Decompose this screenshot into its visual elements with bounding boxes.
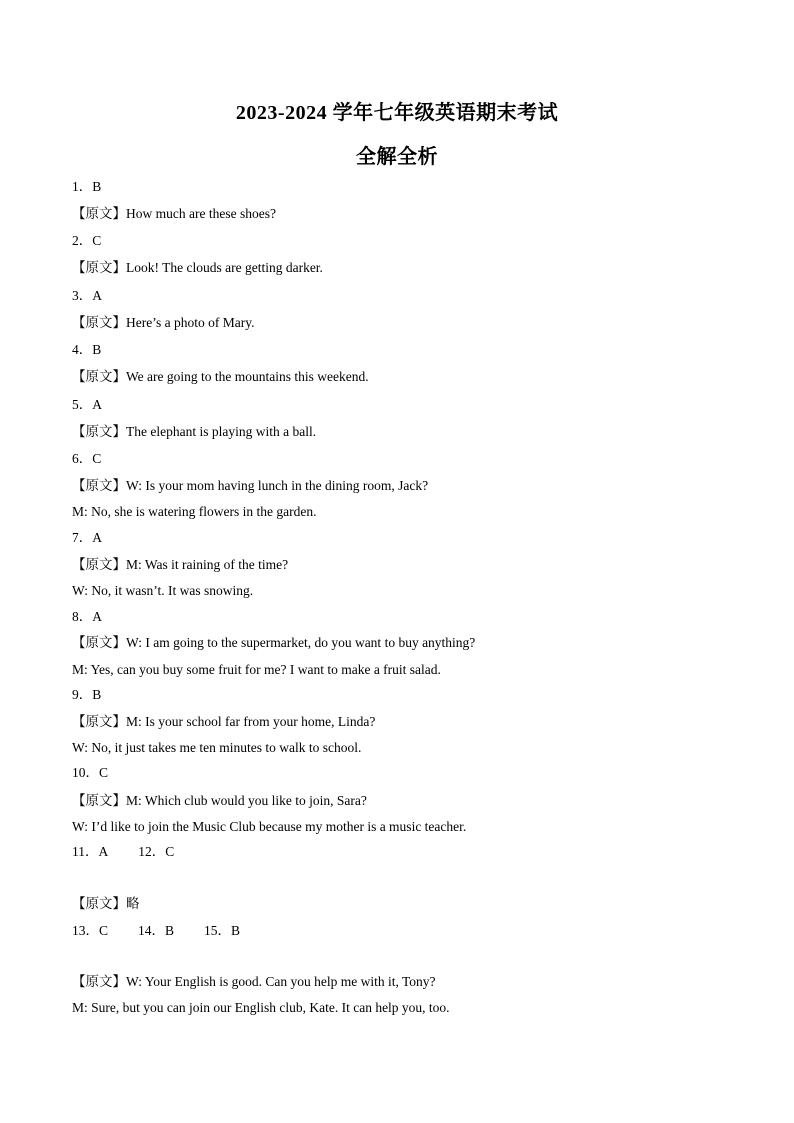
answer-7: 7．A: [72, 530, 102, 545]
answer-8: 8．A: [72, 609, 102, 624]
answer-group-13-15: [72, 922, 240, 940]
answer-group-11-12: [72, 843, 174, 861]
transcript-6: 【原文】W: Is your mom having lunch in the dining room, Jack?: [72, 478, 429, 493]
document-title: 2023-2024 学年七年级英语期末考试: [235, 102, 559, 124]
transcript-10: 【原文】M: Which club would you like to join, Sara?: [72, 793, 367, 808]
answer-13: 13．C: [72, 923, 109, 938]
transcript-1: 【原文】How much are these shoes?: [72, 206, 276, 221]
answer-9: 9．B: [72, 687, 102, 702]
transcript-7: 【原文】M: Was it raining of the time?: [72, 557, 289, 572]
transcript-9-reply: W: No, it just takes me ten minutes to walk to school.: [72, 740, 362, 755]
transcript-13-15-reply: M: Sure, but you can join our English club, Kate. It can help you, too.: [72, 1000, 450, 1015]
answer-3: 3．A: [72, 288, 102, 303]
transcript-4: 【原文】We are going to the mountains this weekend.: [72, 369, 369, 384]
transcript-8: 【原文】W: I am going to the supermarket, do you want to buy anything?: [72, 635, 476, 650]
answer-11: 11．A: [72, 844, 109, 859]
answer-2: 2．C: [72, 233, 102, 248]
transcript-11-12: 【原文】略: [72, 896, 140, 911]
transcript-13-15: 【原文】W: Your English is good. Can you help me with it, Tony?: [72, 974, 436, 989]
transcript-5: 【原文】The elephant is playing with a ball.: [72, 424, 317, 439]
answer-5: 5．A: [72, 397, 102, 412]
answer-6: 6．C: [72, 451, 102, 466]
transcript-7-reply: W: No, it wasn’t. It was snowing.: [72, 583, 254, 598]
transcript-10-reply: W: I’d like to join the Music Club because my mother is a music teacher.: [72, 819, 467, 834]
answer-1: 1．B: [72, 179, 102, 194]
transcript-8-reply: M: Yes, can you buy some fruit for me? I want to make a fruit salad.: [72, 662, 441, 677]
answer-4: 4．B: [72, 342, 102, 357]
transcript-2: 【原文】Look! The clouds are getting darker.: [72, 260, 323, 275]
transcript-3: 【原文】Here’s a photo of Mary.: [72, 315, 255, 330]
transcript-9: 【原文】M: Is your school far from your home, Linda?: [72, 714, 376, 729]
answer-10: 10．C: [72, 765, 109, 780]
document-subtitle: 全解全析: [356, 146, 438, 168]
answer-14: 14．B: [138, 923, 175, 938]
answer-15: 15．B: [204, 923, 241, 938]
transcript-6-reply: M: No, she is watering flowers in the garden.: [72, 504, 317, 519]
answer-12: 12．C: [138, 844, 175, 859]
